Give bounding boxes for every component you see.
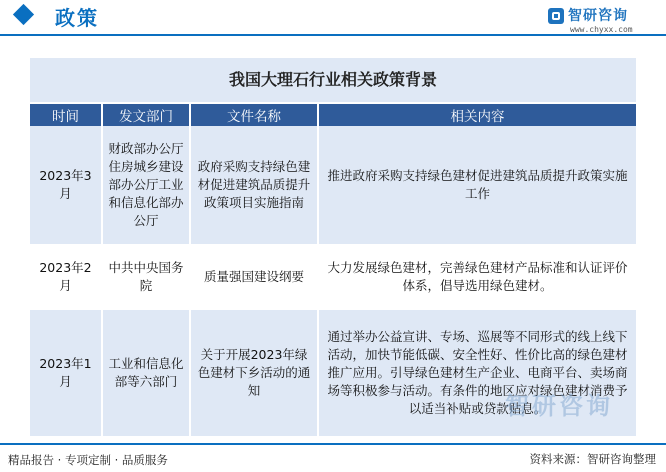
header-divider bbox=[0, 34, 666, 36]
table-title: 我国大理石行业相关政策背景 bbox=[30, 58, 636, 104]
cell-doc: 关于开展2023年绿色建材下乡活动的通知 bbox=[190, 310, 318, 436]
table-row bbox=[30, 244, 636, 310]
footer-divider bbox=[0, 443, 666, 445]
cell-dept: 财政部办公厅住房城乡建设部办公厅工业和信息化部办公厅 bbox=[102, 126, 190, 244]
section-title: 政策 bbox=[55, 6, 99, 30]
table-row bbox=[30, 126, 636, 244]
cell-doc: 质量强国建设纲要 bbox=[190, 244, 318, 310]
section-diamond-icon bbox=[13, 4, 34, 25]
cell-time: 2023年1月 bbox=[30, 310, 102, 436]
brand-site: www.chyxx.com bbox=[570, 25, 633, 34]
column-header-content: 相关内容 bbox=[318, 104, 636, 126]
brand-logo-icon bbox=[548, 8, 564, 24]
brand-name: 智研咨询 bbox=[568, 8, 628, 24]
cell-content: 推进政府采购支持绿色建材促进建筑品质提升政策实施工作 bbox=[318, 126, 636, 244]
cell-content: 通过举办公益宣讲、专场、巡展等不同形式的线上线下活动，加快节能低碳、安全性好、性价比高的绿色建材推广应用。引导绿色建材生产企业、电商平台、卖场商场等积极参与活动。有条件的地区应对绿色建材消费予以适当补贴或贷款贴息。 bbox=[318, 310, 636, 436]
watermark: 智研咨询 bbox=[505, 392, 613, 420]
footer-source: 资料来源：智研咨询整理 bbox=[529, 452, 656, 466]
column-header-time: 时间 bbox=[30, 104, 102, 126]
column-header-doc: 文件名称 bbox=[190, 104, 318, 126]
cell-content: 大力发展绿色建材，完善绿色建材产品标准和认证评价体系，倡导选用绿色建材。 bbox=[318, 244, 636, 310]
cell-time: 2023年2月 bbox=[30, 244, 102, 310]
cell-time: 2023年3月 bbox=[30, 126, 102, 244]
column-header-dept: 发文部门 bbox=[102, 104, 190, 126]
cell-doc: 政府采购支持绿色建材促进建筑品质提升政策项目实施指南 bbox=[190, 126, 318, 244]
policy-table-container bbox=[30, 58, 636, 436]
cell-dept: 中共中央国务院 bbox=[102, 244, 190, 310]
footer-tagline: 精品报告 · 专项定制 · 品质服务 bbox=[8, 453, 168, 467]
cell-dept: 工业和信息化部等六部门 bbox=[102, 310, 190, 436]
table-header-row bbox=[30, 104, 636, 126]
